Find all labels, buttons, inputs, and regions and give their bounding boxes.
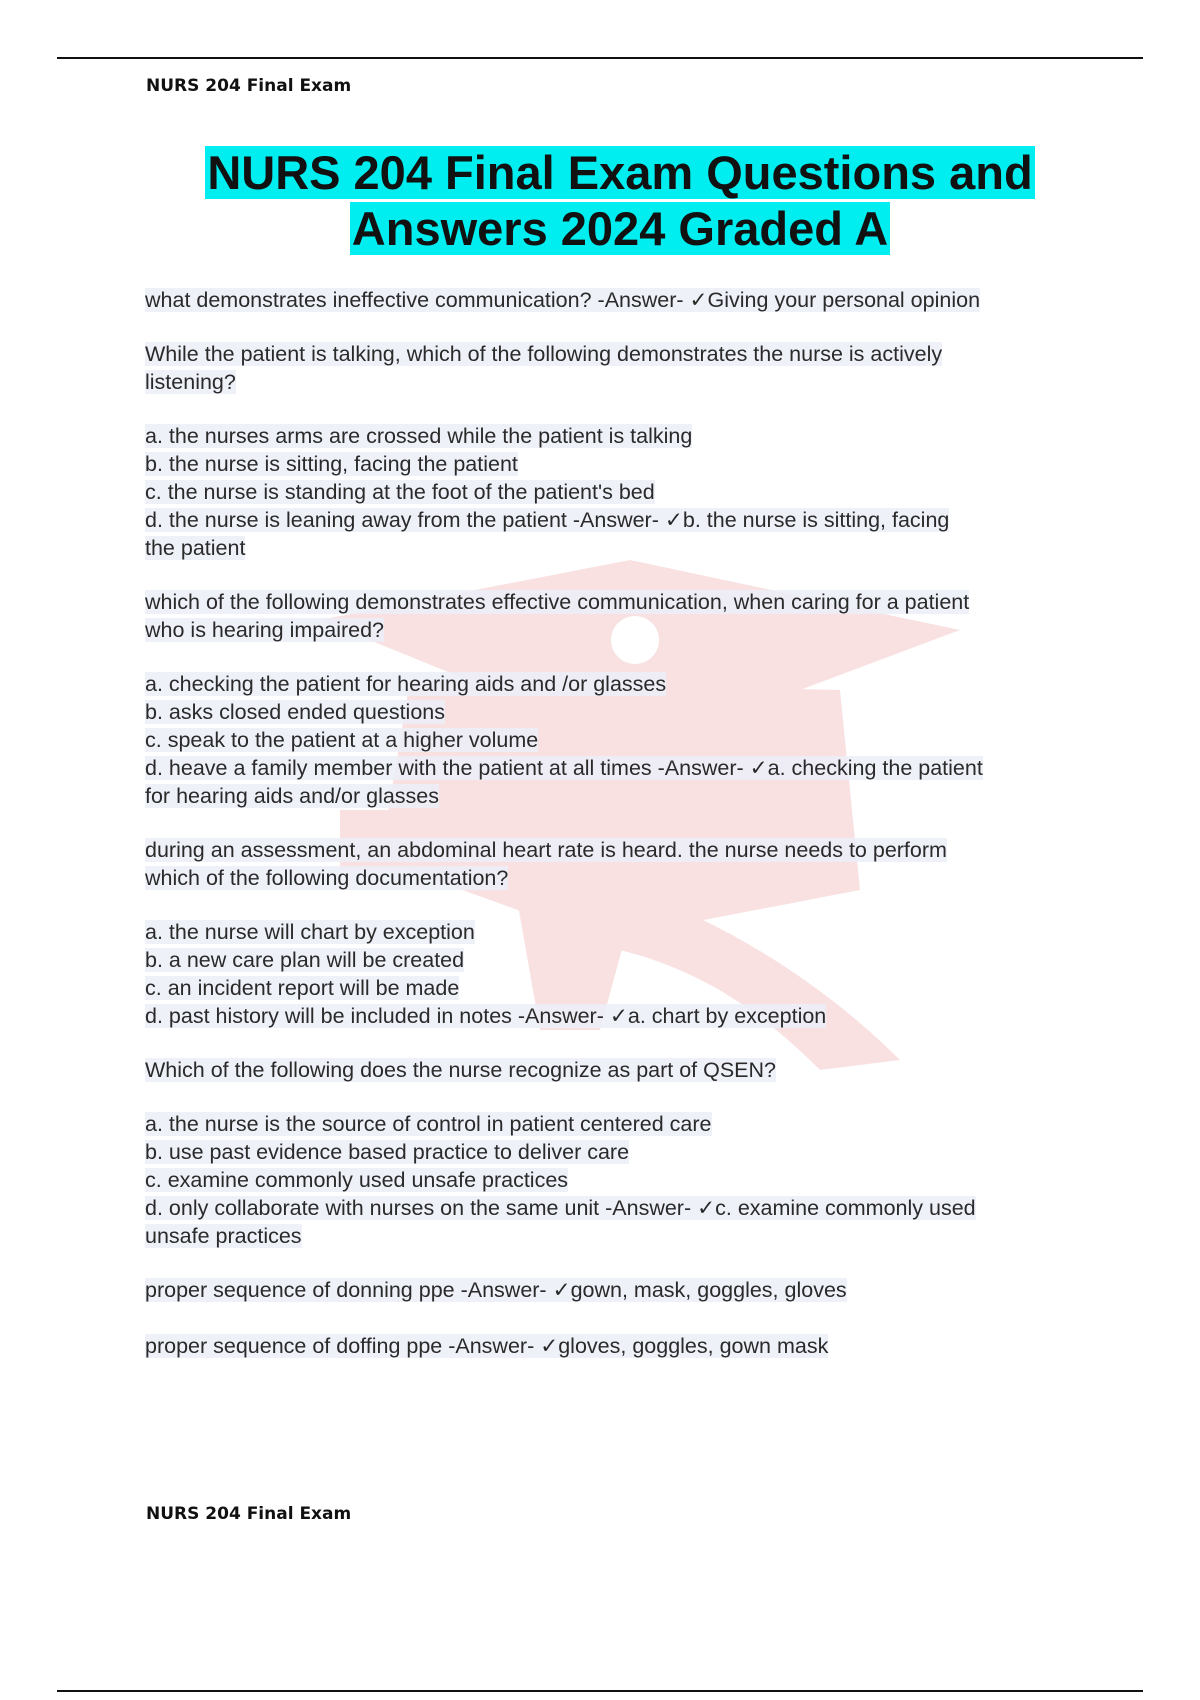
answer-option: d. the nurse is leaning away from the patient -Answer- ✓b. the nurse is sitting, facing: [145, 508, 950, 532]
question-line: While the patient is talking, which of the following demonstrates the nurse is actively: [145, 342, 943, 366]
page-footer: NURS 204 Final Exam: [146, 1504, 352, 1524]
answer-option: b. asks closed ended questions: [145, 700, 446, 724]
answer-option: c. speak to the patient at a higher volume: [145, 728, 539, 752]
qa-line: what demonstrates ineffective communication? -Answer- ✓Giving your personal opinion: [145, 288, 981, 312]
question-line: who is hearing impaired?: [145, 618, 385, 642]
qa-line: proper sequence of doffing ppe -Answer- ✓gloves, goggles, gown mask: [145, 1334, 829, 1358]
answer-option: for hearing aids and/or glasses: [145, 784, 440, 808]
answer-option: a. checking the patient for hearing aids and /or glasses: [145, 672, 667, 696]
title-line-1: NURS 204 Final Exam Questions and: [207, 146, 1033, 199]
title-line-2: Answers 2024 Graded A: [351, 202, 889, 255]
answer-option: b. a new care plan will be created: [145, 948, 465, 972]
top-rule: [57, 57, 1143, 59]
qa-content: [145, 286, 1095, 1360]
answer-option: a. the nurse will chart by exception: [145, 920, 475, 944]
answer-option: d. past history will be included in notes -Answer- ✓a. chart by exception: [145, 1004, 827, 1028]
question-line: Which of the following does the nurse recognize as part of QSEN?: [145, 1058, 777, 1082]
answer-option: d. heave a family member with the patient at all times -Answer- ✓a. checking the patient: [145, 756, 983, 780]
answer-option: d. only collaborate with nurses on the same unit -Answer- ✓c. examine commonly used: [145, 1196, 976, 1220]
answer-option: c. examine commonly used unsafe practices: [145, 1168, 569, 1192]
answer-option: a. the nurses arms are crossed while the patient is talking: [145, 424, 693, 448]
bottom-rule: [57, 1690, 1143, 1692]
answer-option: b. use past evidence based practice to deliver care: [145, 1140, 630, 1164]
question-line: which of the following demonstrates effective communication, when caring for a patient: [145, 590, 970, 614]
answer-option: c. an incident report will be made: [145, 976, 460, 1000]
question-line: during an assessment, an abdominal heart rate is heard. the nurse needs to perform: [145, 838, 947, 862]
question-line: which of the following documentation?: [145, 866, 509, 890]
question-line: listening?: [145, 370, 236, 394]
page-header: NURS 204 Final Exam: [146, 76, 352, 96]
qa-line: proper sequence of donning ppe -Answer- ✓gown, mask, goggles, gloves: [145, 1278, 847, 1302]
answer-option: c. the nurse is standing at the foot of the patient's bed: [145, 480, 655, 504]
answer-option: b. the nurse is sitting, facing the patient: [145, 452, 518, 476]
answer-option: unsafe practices: [145, 1224, 302, 1248]
answer-option: a. the nurse is the source of control in patient centered care: [145, 1112, 712, 1136]
document-title: [0, 145, 1200, 257]
answer-option: the patient: [145, 536, 246, 560]
